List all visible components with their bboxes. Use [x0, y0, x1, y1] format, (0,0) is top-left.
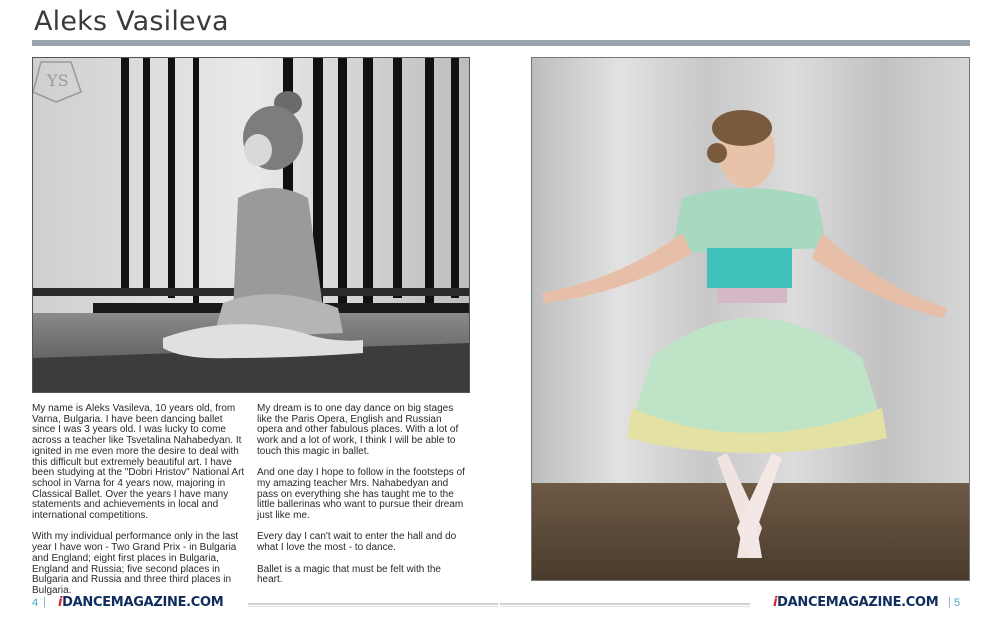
footer-rule — [248, 606, 498, 607]
article-column-2 — [257, 404, 469, 597]
brand-main: DANCEMAGAZINE.COM — [62, 595, 224, 610]
title-rule — [32, 40, 970, 46]
paragraph: Every day I can't wait to enter the hall and do what I love the most - to dance. — [257, 531, 457, 554]
brand-main: DANCEMAGAZINE.COM — [777, 595, 939, 610]
article-column-1 — [32, 404, 246, 607]
page-title: Aleks Vasileva — [34, 6, 229, 37]
svg-text:YS: YS — [47, 71, 69, 90]
footer-rule — [500, 603, 750, 605]
paragraph: My name is Aleks Vasileva, 10 years old, from Varna, Bulgaria. I have been dancing ballet since I was 3 years old. I was lucky to come across a teacher like Tsvetalina Nahabedyan. It ignited in me even more the desire to deal with this difficult but extremely beautiful art. I have been studying at the "Dobri Hristov" National Art school in Varna for 4 years now, majoring in Classical Ballet. Over the years I have many statements and achievements in local and international competitions. — [32, 403, 245, 522]
brand-prefix: i — [773, 595, 778, 610]
footer-divider-right: | — [948, 596, 951, 608]
brand-prefix: i — [58, 595, 63, 610]
right-photo — [531, 57, 970, 581]
brand-logo-right[interactable] — [773, 595, 938, 610]
paragraph: Ballet is a magic that must be felt with the heart. — [257, 563, 441, 586]
paragraph: And one day I hope to follow in the footsteps of my amazing teacher Mrs. Nahabedyan and pass on everything she has taught me to the little ballerinas who want to pursue their dream just like me. — [257, 467, 465, 522]
paragraph: My dream is to one day dance on big stages like the Paris Opera, English and Russian opera and other fabulous places. With a lot of work and a lot of work, I think I will be able to touch this magic in ballet. — [257, 403, 459, 457]
left-photo-illustration — [33, 58, 469, 392]
footer-rule — [500, 606, 750, 607]
page-number-left: 4 — [32, 597, 39, 609]
left-photo — [32, 57, 470, 393]
footer-rule — [248, 603, 498, 605]
brand-logo-left[interactable] — [58, 595, 223, 610]
footer-divider-left: | — [43, 596, 46, 608]
paragraph: With my individual performance only in the last year I have won - Two Grand Prix - in Bulgaria and England; eight first places in Bulgaria, England and Russia; five second places in Bulgaria and Russia and three third places in Bulgaria. — [32, 531, 239, 596]
page-number-right: 5 — [954, 597, 961, 609]
right-photo-illustration — [532, 58, 969, 580]
